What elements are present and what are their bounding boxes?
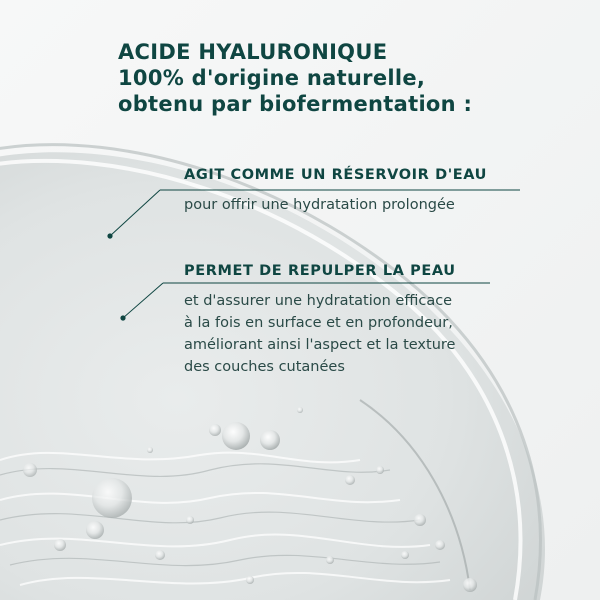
claim-water-reservoir xyxy=(184,166,487,216)
claim-title: PERMET DE REPULPER LA PEAU xyxy=(184,263,456,279)
headline-line-2: 100% d'origine naturelle, xyxy=(118,66,426,90)
claim-body-line: améliorant ainsi l'aspect et la texture xyxy=(184,337,456,353)
claim-body-line: et d'assurer une hydratation efficace xyxy=(184,293,453,309)
claim-body-line: à la fois en surface et en profondeur, xyxy=(184,315,453,331)
claim-body xyxy=(184,290,456,378)
claim-body-line: des couches cutanées xyxy=(184,359,345,375)
claim-body xyxy=(184,194,487,216)
headline xyxy=(118,39,578,117)
claim-plump-skin xyxy=(184,262,456,378)
headline-line-1: ACIDE HYALURONIQUE xyxy=(118,40,388,64)
headline-line-3: obtenu par biofermentation : xyxy=(118,92,473,116)
claim-title: AGIT COMME UN RÉSERVOIR D'EAU xyxy=(184,167,488,183)
claim-body-line: pour offrir une hydratation prolongée xyxy=(184,197,455,213)
